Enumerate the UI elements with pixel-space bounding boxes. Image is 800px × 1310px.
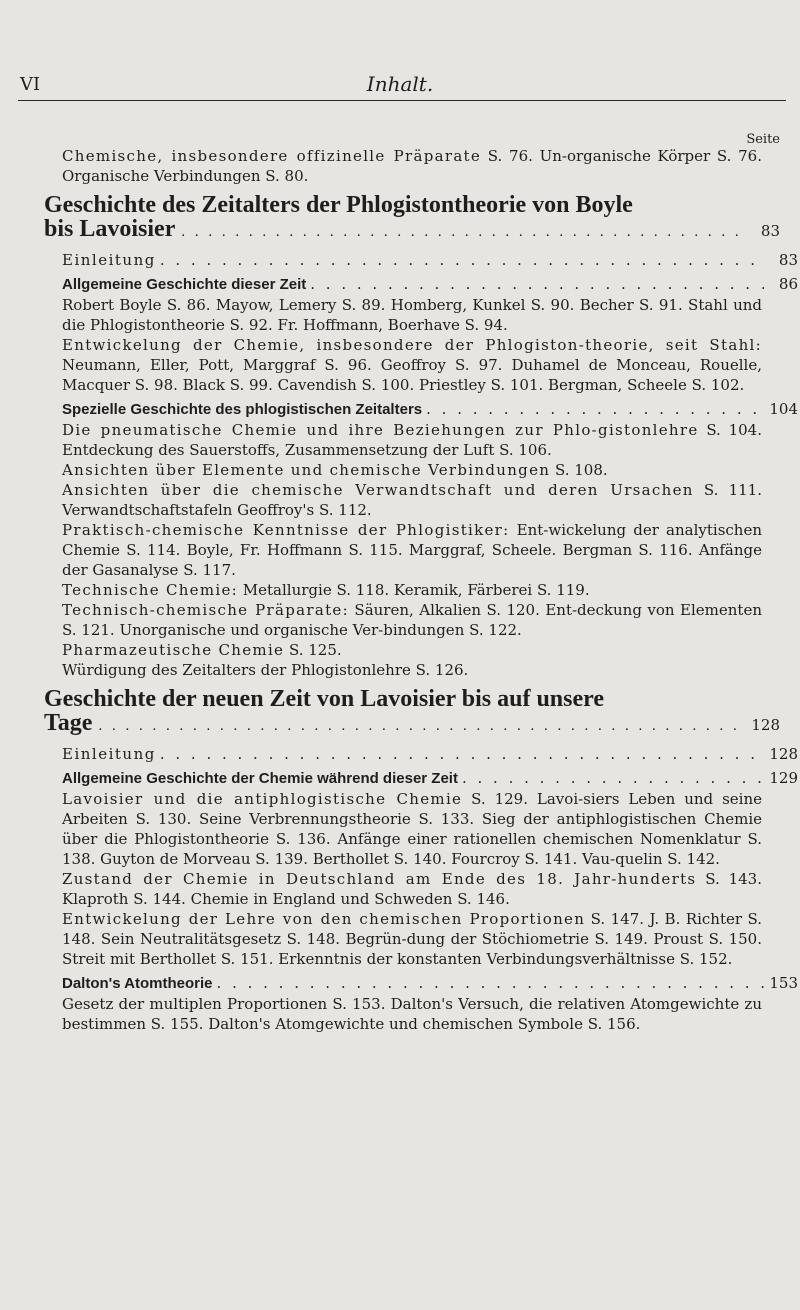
running-title: Inhalt. — [366, 72, 434, 96]
part2-einleitung-label: Einleitung — [62, 745, 156, 763]
para-text: S. 125. — [284, 641, 342, 659]
part2-heading-line2: Tage — [44, 710, 93, 736]
top-paragraph-lead: Chemische, insbesondere offizinelle Präparate — [62, 147, 482, 165]
seite-column-label: Seite — [746, 132, 780, 147]
para-text: Metallurgie S. 118. Keramik, Färberei S. 119. — [238, 581, 590, 599]
part2-heading-line1: Geschichte der neuen Zeit von Lavoisier bis auf unsere — [44, 686, 605, 712]
part2-section2-para — [62, 994, 762, 1034]
leader-dots — [306, 274, 764, 294]
part1-section2-para — [62, 600, 762, 640]
para-lead: Entwickelung der Lehre von den chemischen Proportionen — [62, 910, 586, 928]
toc-content — [44, 146, 798, 1034]
leader-dots — [213, 973, 764, 993]
part1-einleitung-page: 83 — [778, 251, 798, 269]
part2-einleitung-row — [62, 744, 798, 764]
part1-section2-label: Spezielle Geschichte des phlogistischen Zeitalters — [62, 401, 423, 418]
part2-einleitung-page: 128 — [769, 745, 798, 763]
part1-section2-row — [62, 399, 798, 420]
part2-section1-row — [62, 768, 798, 789]
part1-section2-para — [62, 660, 762, 680]
part1-einleitung-label: Einleitung — [62, 251, 156, 269]
header-rule — [18, 100, 786, 101]
leader-dots — [92, 714, 746, 738]
part2-section1-para — [62, 909, 762, 969]
leader-dots — [422, 399, 764, 419]
part2-section2-page: 153 — [769, 974, 798, 992]
leader-dots — [175, 220, 746, 244]
part2-section2-row — [62, 973, 798, 994]
part1-section2-para — [62, 480, 762, 520]
para-lead: Pharmazeutische Chemie — [62, 641, 285, 659]
para-lead: Ansichten über die chemische Verwandtschaft und deren Ursachen — [62, 481, 694, 499]
para-text: Säuren, Alkalien S. 120. Ent-deckung von Elementen S. 121. Unorganische und organische Ver-bindungen S. 122. — [62, 601, 762, 639]
part1-section2-page: 104 — [769, 400, 798, 418]
part1-section2-para — [62, 420, 762, 460]
part2-section1-label: Allgemeine Geschichte der Chemie während dieser Zeit — [62, 770, 458, 787]
part1-section2-para — [62, 580, 762, 600]
part1-section1-row — [62, 274, 798, 295]
part1-heading-line2: bis Lavoisier — [44, 216, 176, 242]
leader-dots — [458, 768, 764, 788]
part1-heading-row — [44, 216, 780, 244]
para-text: Ent-wickelung der analytischen Chemie S. 114. Boyle, Fr. Hoffmann S. 115. Marggraf, Scheele. Bergman S. 116. Anfänge der Gasanalyse S. 117. — [62, 521, 762, 579]
para-text: Würdigung des Zeitalters der Phlogistonlehre S. 126. — [62, 661, 469, 679]
part1-section1-para — [62, 295, 762, 335]
para-lead: Entwickelung der Chemie, insbesondere der Phlogiston-theorie, seit Stahl: — [62, 336, 762, 354]
part1-einleitung-row — [62, 250, 798, 270]
part1-heading-line1: Geschichte des Zeitalters der Phlogistontheorie von Boyle — [44, 192, 633, 218]
para-text: S. 111. Verwandtschaftstafeln Geoffroy's S. 112. — [62, 481, 762, 519]
para-text: S. 129. Lavoi-siers Leben und seine Arbeiten S. 130. Seine Verbrennungstheorie S. 133. Sieg der antiphlogistischen Chemie über die Phlogistontheorie S. 136. Anfänge einer rationellen chemischen Nomenklatur S. 138. Guyton de Morveau S. 139. Berthollet S. 140. Fourcroy S. 141. Vau-quelin S. 142. — [62, 790, 762, 868]
para-text: Neumann, Eller, Pott, Marggraf S. 96. Geoffroy S. 97. Duhamel de Monceau, Rouelle, Macquer S. 98. Black S. 99. Cavendish S. 100. Priestley S. 101. Bergman, Scheele S. 102. — [62, 356, 762, 394]
top-paragraph — [62, 146, 762, 186]
para-text: S. 108. — [550, 461, 608, 479]
para-lead: Technisch-chemische Präparate: — [62, 601, 349, 619]
para-text: Gesetz der multiplen Proportionen S. 153. Dalton's Versuch, die relativen Atomgewichte zu bestimmen S. 155. Dalton's Atomgewichte und chemischen Symbole S. 156. — [62, 995, 762, 1033]
part2-section1-page: 129 — [769, 769, 798, 787]
part1-heading-page: 83 — [760, 222, 780, 240]
part2-heading-row — [44, 710, 780, 738]
part2-section2-label: Dalton's Atomtheorie — [62, 975, 213, 992]
leader-dots — [156, 250, 764, 270]
para-lead: Die pneumatische Chemie und ihre Beziehungen zur Phlo-gistonlehre — [62, 421, 699, 439]
para-text: S. 143. Klaproth S. 144. Chemie in England und Schweden S. 146. — [62, 870, 762, 908]
part2-heading-page: 128 — [751, 716, 780, 734]
top-paragraph-rest: S. 76. Un-organische Körper S. 76. Organische Verbindungen S. 80. — [62, 147, 762, 185]
part1-section1-label: Allgemeine Geschichte dieser Zeit — [62, 276, 307, 293]
part2-section1-para — [62, 869, 762, 909]
para-lead: Zustand der Chemie in Deutschland am Ende des 18. Jahr-hunderts — [62, 870, 697, 888]
para-text: S. 104. Entdeckung des Sauerstoffs, Zusammensetzung der Luft S. 106. — [62, 421, 762, 459]
part1-section2-para — [62, 460, 762, 480]
para-text: S. 147. J. B. Richter S. 148. Sein Neutralitätsgesetz S. 148. Begrün-dung der Stöchiometrie S. 149. Proust S. 150. Streit mit Berthollet S. 151. Erkenntnis der konstanten Verbindungsverhältnisse S. 152. — [62, 910, 762, 968]
para-text: Robert Boyle S. 86. Mayow, Lemery S. 89. Homberg, Kunkel S. 90. Becher S. 91. Stahl und die Phlogistontheorie S. 92. Fr. Hoffmann, Boerhave S. 94. — [62, 296, 762, 334]
leader-dots — [156, 744, 764, 764]
part1-section1-para — [62, 335, 762, 395]
para-lead: Lavoisier und die antiphlogistische Chemie — [62, 790, 463, 808]
part2-section1-para — [62, 789, 762, 869]
part2-heading — [44, 686, 780, 738]
part1-section2-para — [62, 640, 762, 660]
para-lead: Praktisch-chemische Kenntnisse der Phlogistiker: — [62, 521, 510, 539]
para-lead: Ansichten über Elemente und chemische Verbindungen — [62, 461, 551, 479]
part1-heading — [44, 192, 780, 244]
page-number: VI — [20, 74, 41, 95]
part1-section2-para — [62, 520, 762, 580]
part1-section1-page: 86 — [778, 275, 798, 293]
para-lead: Technische Chemie: — [62, 581, 239, 599]
